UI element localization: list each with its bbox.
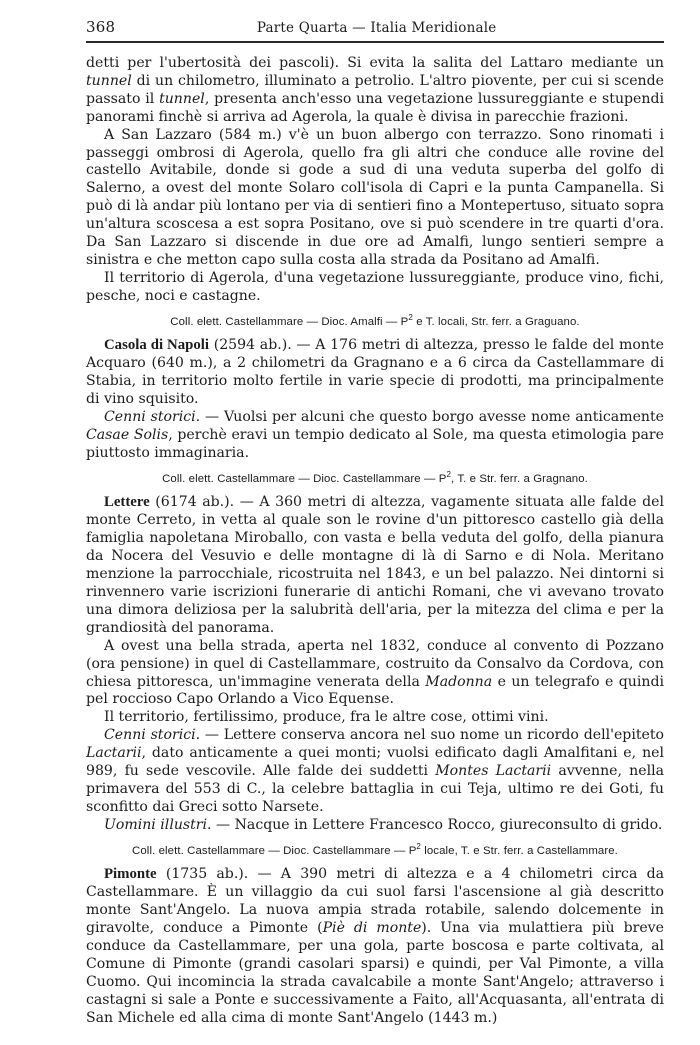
lettere-uomini: Uomini illustri. — Nacque in Lettere Francesco Rocco, giureconsulto di grido. bbox=[104, 816, 663, 833]
page-number: 368 bbox=[86, 18, 116, 36]
lettere-paragraph-3: Il territorio, fertilissimo, produce, fra le altre cose, ottimi vini. bbox=[104, 709, 549, 726]
lettere-cenni: Cenni storici. — Lettere conserva ancora nel suo nome un ricordo dell'epiteto Lactarii, dato anticamente a quei monti; vuolsi edificato dagli Amalfitani e, nel 989, fu sede vescovile. Alle falde dei suddetti Montes Lactarii avvenne, nella primavera del 553 di C., la celebre battaglia in cui Teja, ultimo re dei Goti, fu sconfitto dai Greci sotto Narsete. bbox=[86, 727, 665, 815]
casola-title: Casola di Napoli bbox=[104, 337, 209, 354]
running-head: Parte Quarta — Italia Meridionale bbox=[256, 20, 497, 36]
pimonte-entry: Pimonte (1735 ab.). — A 390 metri di altezza e a 4 chilometri circa da Castellammare. È un villaggio da cui suol farsi l'ascensione al già descritto monte Sant'Angelo. La nuova ampia strada rotabile, salendo dolcemente in giravolte, conduce a Pimonte (Piè di monte). Una via mulattiera più breve conduce da Castellammare, per una gola, parte boscosa e parte coltivata, al Comune di Pimonte (grandi casolari sparsi) e quindi, per Val Pimonte, a villa Cuomo. Qui incomincia la strada cavalcabile a monte Sant'Angelo; attraverso i castagni si sale a Ponte e successivamente a Faito, all'Acquasanta, all'entrata di San Michele ed alla cima di monte Sant'Angelo (1443 m.) bbox=[86, 866, 664, 1026]
agerola-coll-line: Coll. elett. Castellammare — Dioc. Amalfi — $P^2$ e T. locali, Str. ferr. a Graguano. bbox=[170, 312, 580, 328]
casola-entry: Casola di Napoli (2594 ab.). — A 176 metri di altezza, presso le falde del monte Acquaro (640 m.), a 2 chilometri da Gragnano e a 6 circa da Castellammare di Stabia, in territorio molto fertile in varie specie di prodotti, ma principalmente di vino squisito. bbox=[86, 337, 664, 408]
page-header bbox=[86, 18, 664, 43]
lettere-title: Lettere bbox=[104, 494, 150, 511]
page-body bbox=[86, 55, 664, 1028]
agerola-paragraph-1: detti per l'ubertosità dei pascoli). Si evita la salita del Lattaro mediante un tunnel di un chilometro, illuminato a petrolio. L'altro piovente, per cui si scende passato il tunnel, presenta anch'esso una vegetazione lussureggiante e stupendi panorami finchè si arriva ad Agerola, la quale è divisa in parecchie frazioni. bbox=[86, 55, 664, 125]
casola-cenni: Cenni storici. — Vuolsi per alcuni che questo borgo avesse nome anticamente Casae Solis, perchè eravi un tempio dedicato al Sole, ma questa etimologia pare piuttosto immaginaria. bbox=[86, 409, 665, 461]
lettere-coll-line: Coll. elett. Castellammare — Dioc. Castellammare — $P^2$ locale, T. e Str. ferr. a Castellammare. bbox=[132, 841, 618, 857]
lettere-paragraph-2: A ovest una bella strada, aperta nel 1832, conduce al convento di Pozzano (ora pensione) in quel di Castellammare, costruito da Consalvo da Cordova, con chiesa pittoresca, un'immagine venerata della Madonna e un telegrafo e quindi pel roccioso Capo Orlando a Vico Equense. bbox=[86, 637, 664, 708]
pimonte-title: Pimonte bbox=[104, 866, 157, 883]
agerola-paragraph-2: A San Lazzaro (584 m.) v'è un buon albergo con terrazzo. Sono rinomati i passeggi ombrosi di Agerola, quello fra gli altri che conduce alle rovine del castello Avitabile, donde si gode a sud di una veduta superba del golfo di Salerno, a ovest del monte Solaro coll'isola di Capri e la punta Campanella. Si può di là andar più lontano per via di sentieri fino a Montepertuso, situato sopra un'altura scoscesa a est sopra Positano, ove si può scendere in tre quarti d'ora. Da San Lazzaro si discende in due ore ad Amalfi, lungo sentieri sempre a sinistra e che metton capo sulla costa alla strada da Positano ad Amalfi. bbox=[86, 126, 664, 268]
agerola-paragraph-3: Il territorio di Agerola, d'una vegetazione lussureggiante, produce vino, fichi, pesche, noci e castagne. bbox=[86, 269, 664, 304]
casola-coll-line: Coll. elett. Castellammare — Dioc. Castellammare — $P^2$, T. e Str. ferr. a Gragnano. bbox=[162, 469, 588, 485]
lettere-entry: Lettere (6174 ab.). — A 360 metri di altezza, vagamente situata alle falde del monte Cerreto, in vetta al quale son le rovine d'un pittoresco castello già della famiglia napoletana Miroballo, con vasta e bella veduta del golfo, della pianura da Nocera del Vesuvio e delle montagne di là di Sarno e di Nola. Meritano menzione la parrocchiale, ricostruita nel 1843, e un bel palazzo. Nei dintorni si rinvennero varie iscrizioni funerarie di antichi Romani, che vi avevano trovato una dimora deliziosa per la salubrità dell'aria, per la mitezza del clima e per la grandiosità del panorama. bbox=[86, 494, 664, 636]
